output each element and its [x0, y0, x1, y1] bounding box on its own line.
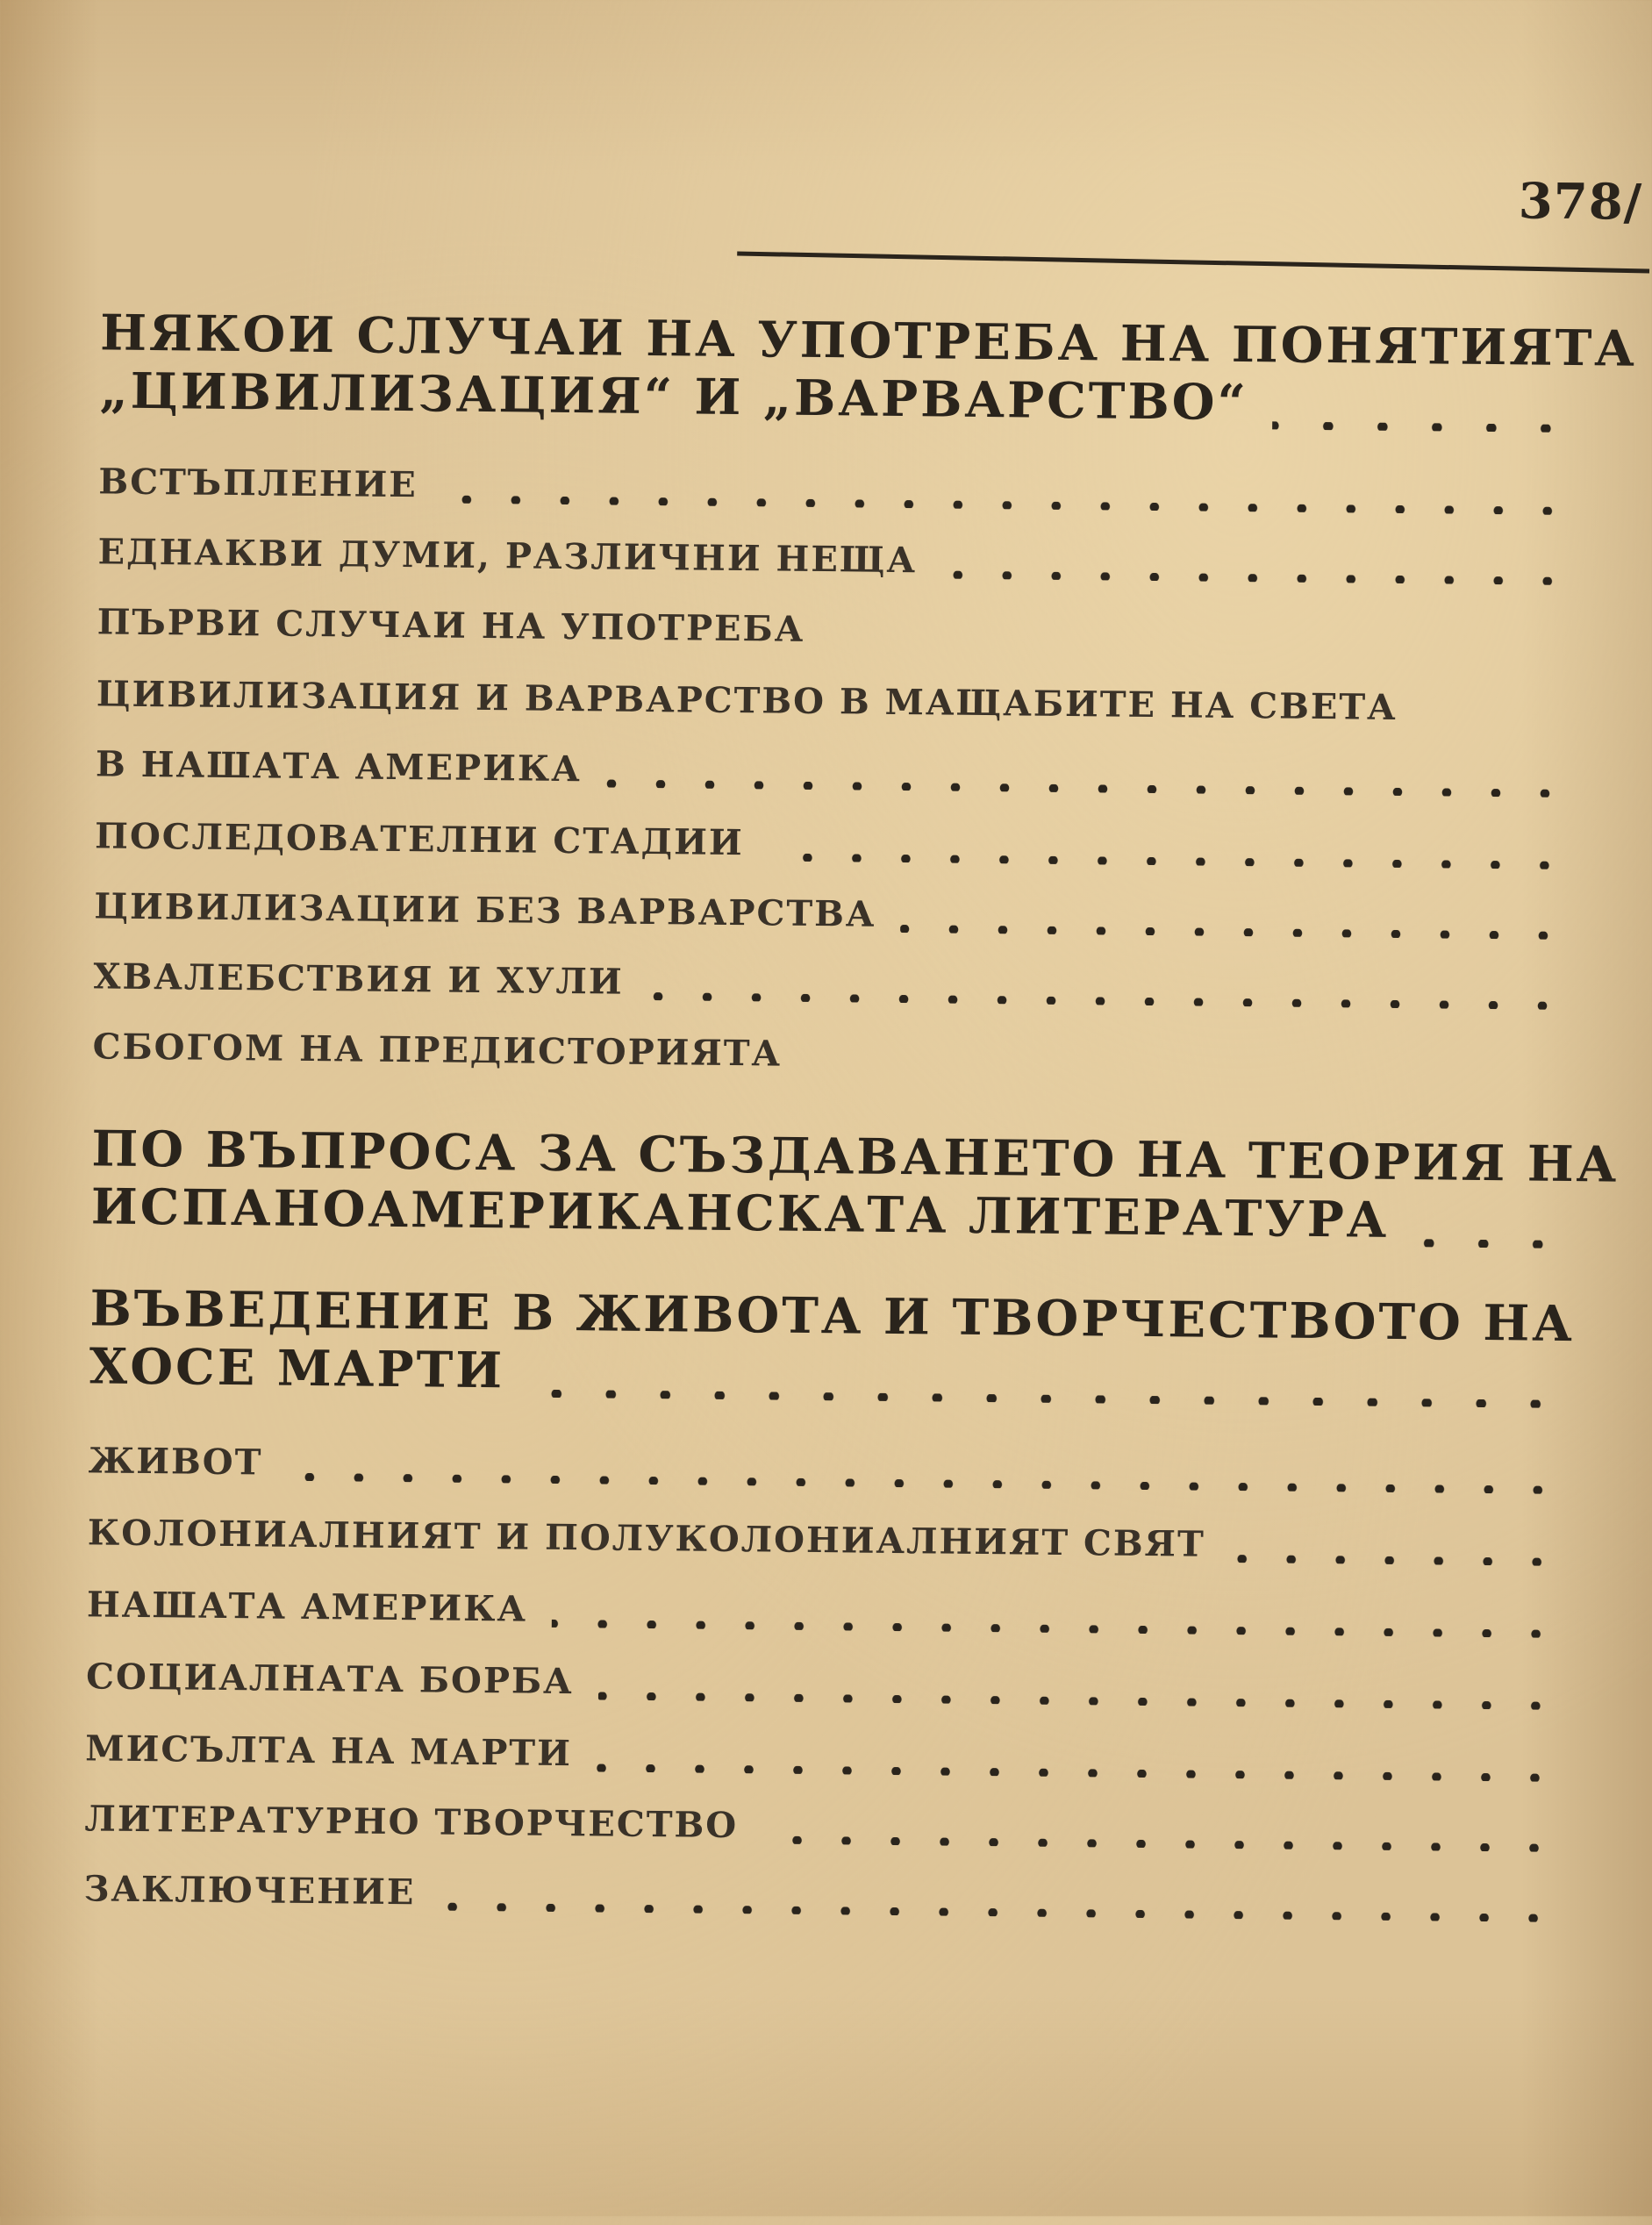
toc-item[interactable]	[87, 1553, 1562, 1641]
dot-leader	[1272, 421, 1573, 433]
toc-section-title-line: ХОСЕ МАРТИ	[89, 1337, 505, 1400]
toc-item-label: ПОСЛЕДОВАТЕЛНИ СТАДИИ	[94, 815, 744, 864]
dot-leader	[1413, 1239, 1564, 1248]
toc-item[interactable]	[85, 1697, 1560, 1785]
header-rule	[737, 251, 1649, 273]
toc-item-label: ВСТЪПЛЕНИЕ	[98, 461, 418, 506]
toc-item-label: В НАШАТА АМЕРИКА	[95, 743, 583, 791]
toc-item-label: ЦИВИЛИЗАЦИЯ И ВАРВАРСТВО В МАЩАБИТЕ НА СВЕТА	[96, 673, 1398, 728]
table-of-contents	[83, 304, 1638, 1924]
toc-item-label: ПЪРВИ СЛУЧАИ НА УПОТРЕБА	[97, 601, 805, 650]
toc-item-label: НАШАТА АМЕРИКА	[86, 1584, 528, 1630]
toc-item-label: ЖИВОТ	[88, 1440, 263, 1484]
toc-item-label: КОЛОНИАЛНИЯТ И ПОЛУКОЛОНИАЛНИЯТ СВЯТ	[87, 1512, 1205, 1565]
toc-item-label: ХВАЛЕБСТВИЯ И ХУЛИ	[93, 955, 624, 1003]
toc-item-label: ЕДНАКВИ ДУМИ, РАЗЛИЧНИ НЕЩА	[97, 531, 918, 582]
toc-item-label: ЦИВИЛИЗАЦИИ БЕЗ ВАРВАРСТВА	[94, 885, 876, 935]
toc-item[interactable]	[83, 1839, 1558, 1925]
toc-section-title-line: „ЦИВИЛИЗАЦИЯ“ И „ВАРВАРСТВО“	[99, 361, 1249, 433]
toc-item-label: ЗАКЛЮЧЕНИЕ	[83, 1868, 416, 1914]
toc-section-title-line: ПО ВЪПРОСА ЗА СЪЗДАВАНЕТО НА ТЕОРИЯ НА	[91, 1120, 1620, 1194]
toc-item[interactable]	[86, 1625, 1561, 1713]
dot-leader	[440, 1902, 1557, 1922]
toc-item-label: СБОГОМ НА ПРЕДИСТОРИЯТА	[92, 1026, 783, 1075]
toc-section-title-line: ВЪВЕДЕНИЕ В ЖИВОТА И ТВОРЧЕСТВОТО НА	[89, 1279, 1576, 1354]
page-number: 378/	[1518, 172, 1643, 232]
toc-item-label: СОЦИАЛНАТА БОРБА	[85, 1656, 574, 1703]
toc-item[interactable]	[97, 642, 1571, 730]
toc-item-label: МИСЪЛТА НА МАРТИ	[85, 1728, 573, 1775]
toc-item-label: ЛИТЕРАТУРНО ТВОРЧЕСТВО	[84, 1798, 739, 1847]
toc-item[interactable]	[95, 784, 1570, 872]
toc-section-title-line: ИСПАНОАМЕРИКАНСКАТА ЛИТЕРАТУРА	[90, 1177, 1390, 1249]
toc-section-title-line: НЯКОИ СЛУЧАИ НА УПОТРЕБА НА ПОНЯТИЯТА	[99, 304, 1638, 378]
dot-leader	[1230, 1555, 1562, 1567]
